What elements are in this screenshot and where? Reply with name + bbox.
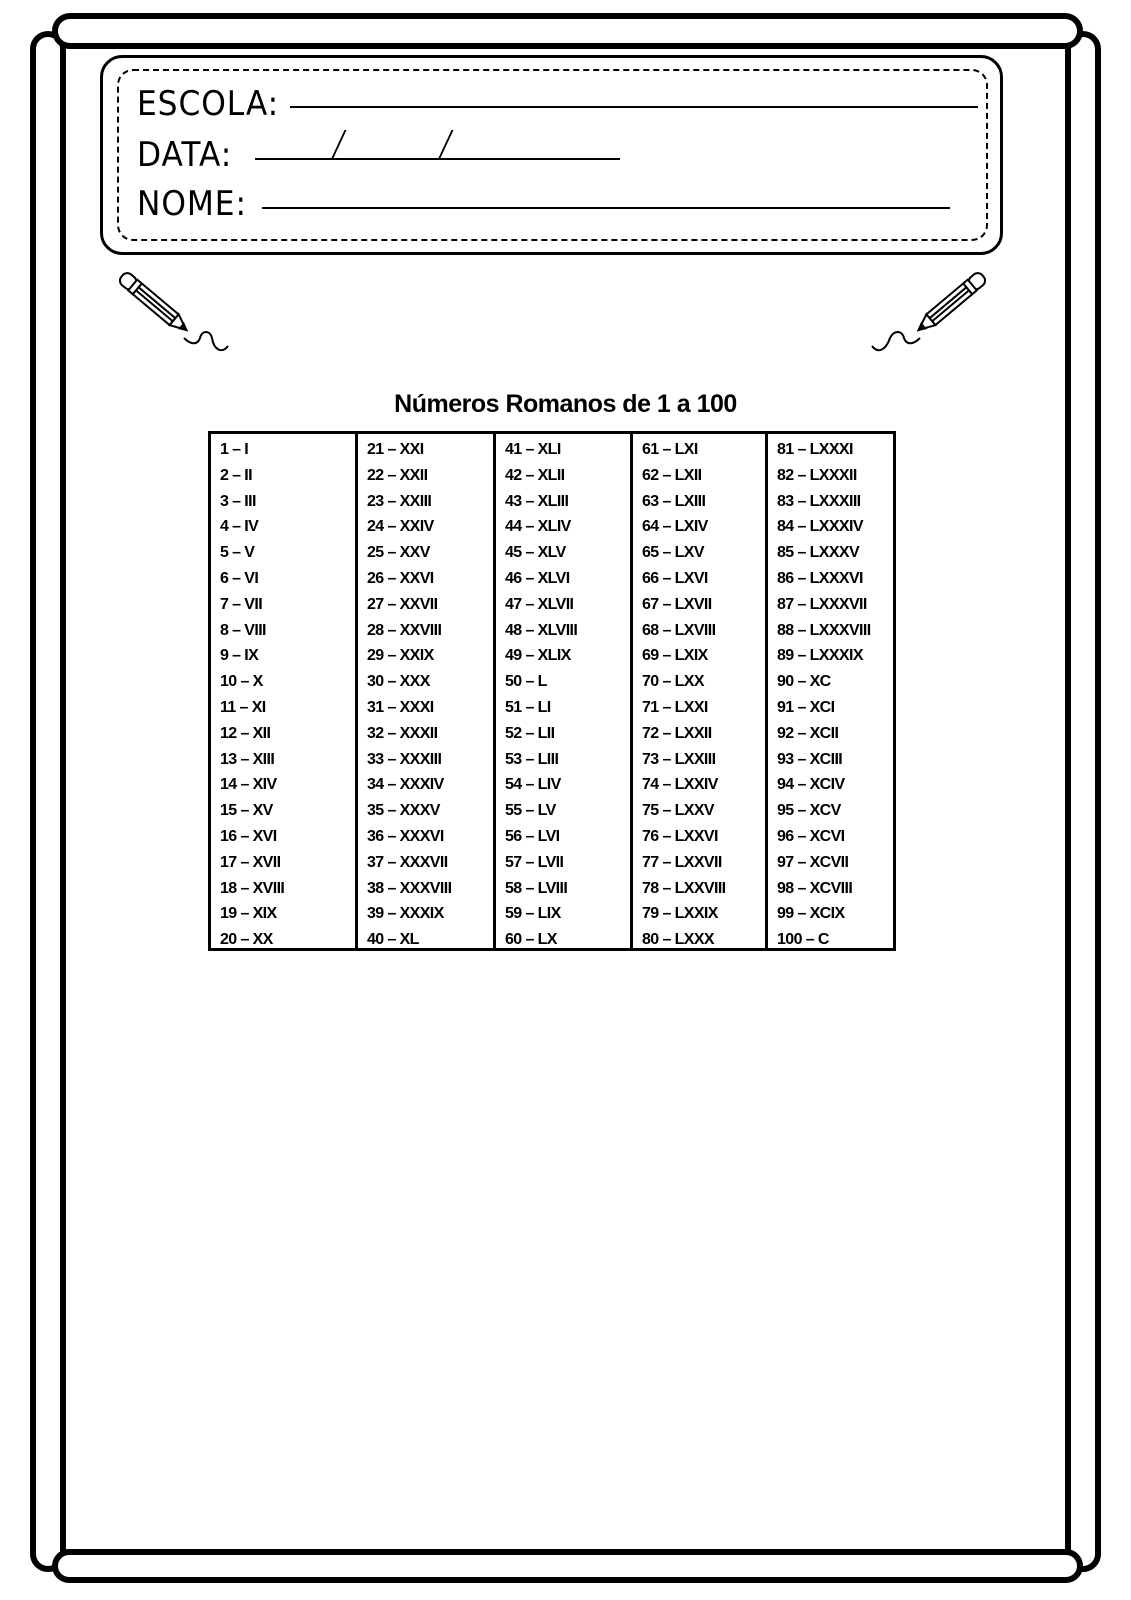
table-cell: 3 – III [220,492,256,510]
table-cell: 31 – XXXI [367,698,434,716]
table-cell: 16 – XVI [220,827,277,845]
name-line[interactable] [262,207,950,209]
table-cell: 23 – XXIII [367,492,432,510]
school-line[interactable] [290,106,978,108]
table-cell: 93 – XCIII [777,750,843,768]
table-cell: 64 – LXIV [642,518,708,536]
table-cell: 4 – IV [220,518,259,536]
table-cell: 33 – XXXIII [367,750,442,768]
table-cell: 58 – LVIII [505,879,568,897]
table-cell: 43 – XLIII [505,492,569,510]
table-cell: 55 – LV [505,802,556,820]
table-cell: 49 – XLIX [505,647,571,665]
table-cell: 53 – LIII [505,750,559,768]
table-cell: 45 – XLV [505,544,566,562]
table-cell: 89 – LXXXIX [777,647,863,665]
table-cell: 65 – LXV [642,544,704,562]
table-cell: 27 – XXVII [367,595,438,613]
table-cell: 88 – LXXXVIII [777,621,871,639]
table-cell: 85 – LXXXV [777,544,860,562]
table-column-4 [630,434,765,948]
table-cell: 68 – LXVIII [642,621,716,639]
table-cell: 8 – VIII [220,621,266,639]
table-cell: 46 – XLVI [505,569,570,587]
table-cell: 52 – LII [505,724,555,742]
table-cell: 76 – LXXVI [642,827,718,845]
table-cell: 74 – LXXIV [642,776,718,794]
table-cell: 40 – XL [367,931,419,949]
table-cell: 35 – XXXV [367,802,440,820]
table-cell: 72 – LXXII [642,724,712,742]
table-cell: 80 – LXXX [642,931,714,949]
table-cell: 99 – XCIX [777,905,845,923]
table-cell: 1 – I [220,441,249,458]
table-cell: 62 – LXII [642,466,702,484]
table-cell: 28 – XXVIII [367,621,442,639]
table-cell: 21 – XXI [367,441,424,458]
table-cell: 87 – LXXXVII [777,595,867,613]
date-line[interactable] [255,158,620,160]
table-cell: 51 – LI [505,698,551,716]
table-cell: 36 – XXXVI [367,827,444,845]
table-cell: 32 – XXXII [367,724,438,742]
table-cell: 34 – XXXIV [367,776,444,794]
table-cell: 15 – XV [220,802,273,820]
pencil-icon [868,268,993,358]
table-cell: 26 – XXVI [367,569,434,587]
table-column-5 [765,434,893,948]
table-column-3 [493,434,630,948]
table-cell: 79 – LXXIX [642,905,718,923]
table-cell: 97 – XCVII [777,853,849,871]
table-cell: 30 – XXX [367,673,430,691]
name-label: NOME: [137,184,247,224]
table-cell: 13 – XIII [220,750,275,768]
table-cell: 44 – XLIV [505,518,571,536]
table-cell: 18 – XVIII [220,879,285,897]
page-title: Números Romanos de 1 a 100 [394,390,737,418]
table-cell: 6 – VI [220,569,259,587]
school-label: ESCOLA: [137,84,280,124]
table-cell: 90 – XC [777,673,831,691]
table-cell: 95 – XCV [777,802,841,820]
table-cell: 73 – LXXIII [642,750,716,768]
date-label: DATA: [137,135,233,175]
table-cell: 92 – XCII [777,724,839,742]
table-cell: 78 – LXXVIII [642,879,726,897]
table-cell: 57 – LVII [505,853,564,871]
roman-numerals-table [208,431,896,951]
table-cell: 71 – LXXI [642,698,708,716]
table-cell: 14 – XIV [220,776,277,794]
table-cell: 70 – LXX [642,673,704,691]
pencil-icon [112,268,237,358]
table-cell: 10 – X [220,673,263,691]
table-cell: 42 – XLII [505,466,565,484]
table-cell: 69 – LXIX [642,647,708,665]
table-cell: 47 – XLVII [505,595,574,613]
table-cell: 63 – LXIII [642,492,706,510]
table-cell: 54 – LIV [505,776,561,794]
table-cell: 7 – VII [220,595,263,613]
table-cell: 17 – XVII [220,853,281,871]
table-cell: 48 – XLVIII [505,621,578,639]
table-cell: 83 – LXXXIII [777,492,861,510]
table-cell: 66 – LXVI [642,569,708,587]
table-cell: 81 – LXXXI [777,441,853,458]
table-cell: 56 – LVI [505,827,560,845]
table-column-2 [355,434,493,948]
table-cell: 59 – LIX [505,905,561,923]
table-cell: 91 – XCI [777,698,835,716]
table-cell: 96 – XCVI [777,827,845,845]
table-cell: 20 – XX [220,931,273,949]
table-cell: 11 – XI [220,698,266,716]
table-cell: 24 – XXIV [367,518,434,536]
table-cell: 25 – XXV [367,544,430,562]
table-cell: 67 – LXVII [642,595,712,613]
table-cell: 50 – L [505,673,547,691]
table-cell: 77 – LXXVII [642,853,722,871]
table-cell: 86 – LXXXVI [777,569,863,587]
table-cell: 29 – XXIX [367,647,434,665]
table-cell: 60 – LX [505,931,557,949]
table-cell: 82 – LXXXII [777,466,857,484]
table-cell: 61 – LXI [642,441,698,458]
table-cell: 19 – XIX [220,905,277,923]
table-cell: 84 – LXXXIV [777,518,863,536]
table-cell: 94 – XCIV [777,776,845,794]
table-cell: 75 – LXXV [642,802,714,820]
table-cell: 38 – XXXVIII [367,879,452,897]
table-cell: 2 – II [220,466,252,484]
table-cell: 41 – XLI [505,441,561,458]
table-cell: 9 – IX [220,647,259,665]
table-column-1 [211,434,355,948]
table-cell: 22 – XXII [367,466,428,484]
table-cell: 12 – XII [220,724,271,742]
table-cell: 98 – XCVIII [777,879,853,897]
table-cell: 5 – V [220,544,255,562]
table-cell: 39 – XXXIX [367,905,444,923]
table-cell: 100 – C [777,931,829,949]
table-cell: 37 – XXXVII [367,853,448,871]
